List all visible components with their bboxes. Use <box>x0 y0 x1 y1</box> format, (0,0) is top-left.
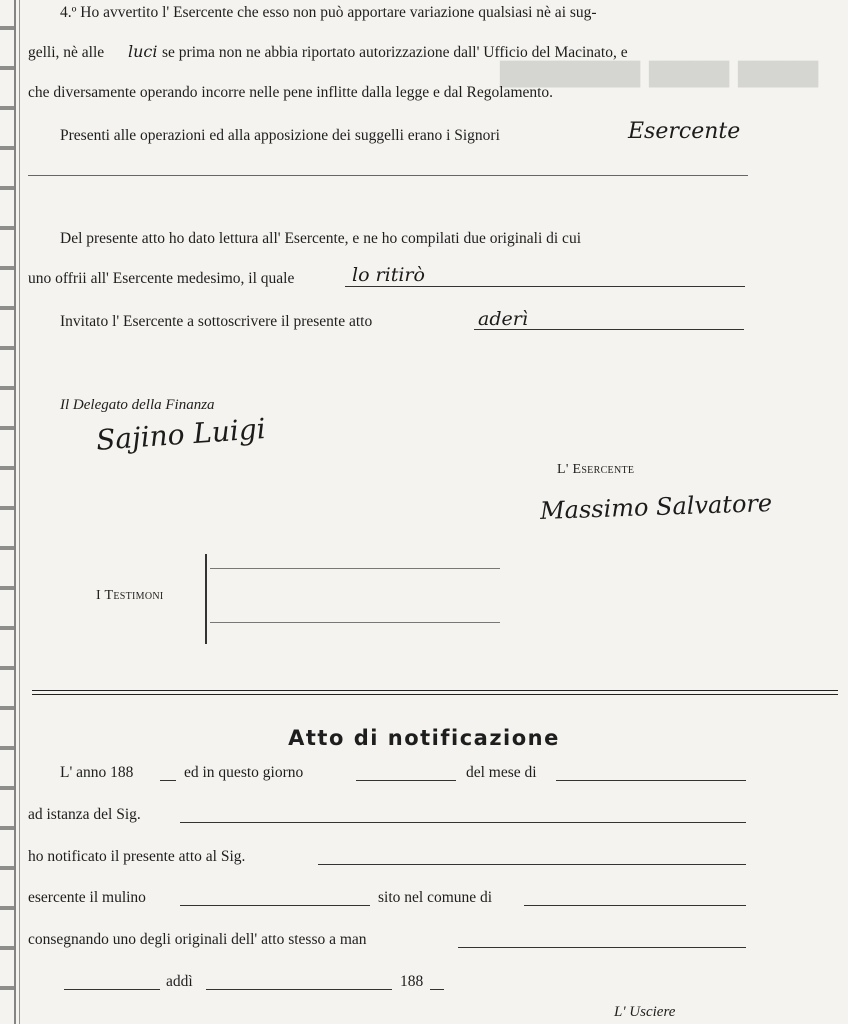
delegato-signature: Sajino Luigi <box>95 412 267 457</box>
notif-anno-188: 188 <box>400 973 424 990</box>
notif-mulino-blank <box>180 905 370 906</box>
notif-line3-blank <box>318 864 746 865</box>
testimoni-bracket <box>205 554 207 644</box>
notif-line2-blank <box>180 822 746 823</box>
bleed-through-heading: ▇▇▇▇ ▇▇▇▇ ▇▇▇▇▇▇▇ <box>500 58 819 88</box>
esercente-label: L' Esercente <box>557 462 635 477</box>
esercente-signature: Massimo Salvatore <box>539 488 773 526</box>
delegato-label: Il Delegato della Finanza <box>60 397 215 413</box>
notif-luogo-blank <box>64 989 160 990</box>
paragraph-4-line3: che diversamente operando incorre nelle pene inflitte dalla legge e dal Regolamento. <box>28 84 554 101</box>
handwritten-lo-ritiro: lo ritirò <box>352 264 425 286</box>
testimoni-line-2 <box>210 622 500 623</box>
lettura-line3: Invitato l' Esercente a sottoscrivere il presente atto <box>60 313 373 330</box>
handwritten-esercente: Esercente <box>628 119 741 144</box>
notif-anno-blank <box>160 780 176 781</box>
notif-line3: ho notificato il presente atto al Sig. <box>28 848 246 865</box>
presenti-blank-line <box>28 175 748 176</box>
notif-line2: ad istanza del Sig. <box>28 806 141 823</box>
testimoni-label: I Testimoni <box>96 588 164 603</box>
notif-line5: consegnando uno degli originali dell' atto stesso a man <box>28 931 367 948</box>
notif-giorno-blank <box>356 780 456 781</box>
notif-data-blank <box>206 989 392 990</box>
notif-line1-mese: del mese di <box>466 764 537 781</box>
paragraph-4-line2-end: se prima non ne abbia riportato autorizzazione dall' Ufficio del Macinato, e <box>162 44 628 61</box>
notif-line4-mulino: esercente il mulino <box>28 889 146 906</box>
paragraph-4-line1: 4.º Ho avvertito l' Esercente che esso non può apportare variazione qualsiasi nè ai sug- <box>60 4 597 21</box>
section-divider <box>32 690 838 695</box>
notif-addi: addì <box>166 973 193 990</box>
notif-mese-blank <box>556 780 746 781</box>
notif-line4-comune: sito nel comune di <box>378 889 493 906</box>
handwritten-aderi: aderì <box>478 308 528 330</box>
notif-line5-blank <box>458 947 746 948</box>
testimoni-line-1 <box>210 568 500 569</box>
notif-comune-blank <box>524 905 746 906</box>
notificazione-heading: Atto di notificazione <box>288 726 560 750</box>
notif-line1-anno: L' anno 188 <box>60 764 134 781</box>
lettura-line1: Del presente atto ho dato lettura all' Esercente, e ne ho compilati due originali di cui <box>60 230 581 247</box>
notif-line1-giorno: ed in questo giorno <box>184 764 304 781</box>
binding-edge <box>0 0 16 1024</box>
notif-anno-end-blank <box>430 989 444 990</box>
presenti-text: Presenti alle operazioni ed alla apposizione dei suggelli erano i Signori <box>60 127 500 144</box>
lettura-line3-rule <box>474 329 744 330</box>
usciere-label: L' Usciere <box>614 1004 676 1020</box>
paragraph-4-line2-start: gelli, nè alle <box>28 44 105 61</box>
lettura-line2-rule <box>345 286 745 287</box>
handwritten-luci: luci <box>128 42 158 61</box>
binding-line <box>19 0 20 1024</box>
lettura-line2: uno offrii all' Esercente medesimo, il quale <box>28 270 295 287</box>
